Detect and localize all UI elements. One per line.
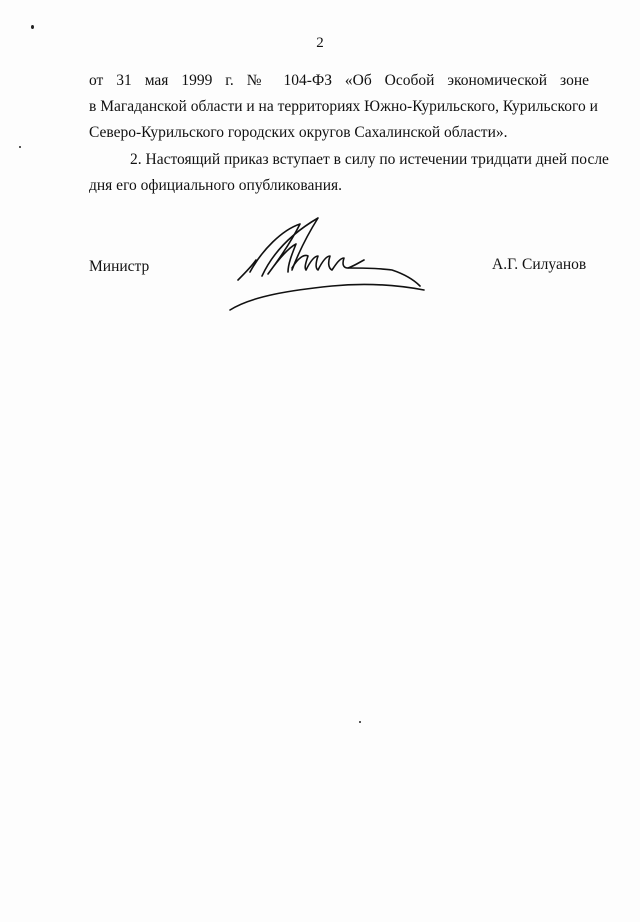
body-text-line: в Магаданской области и на территориях Южно-Курильского, Курильского и	[89, 98, 598, 115]
signer-name: А.Г. Силуанов	[492, 256, 587, 273]
scan-speck	[19, 146, 21, 148]
body-text-line: 2. Настоящий приказ вступает в силу по истечении тридцати дней после	[130, 151, 609, 168]
handwritten-signature	[222, 210, 432, 320]
scan-speck	[359, 721, 361, 723]
scan-speck	[31, 25, 34, 29]
body-text-line: Северо-Курильского городских округов Сахалинской области».	[89, 124, 508, 141]
signer-role: Министр	[89, 258, 150, 275]
body-text-line: дня его официального опубликования.	[89, 177, 343, 194]
body-text-line: от 31 мая 1999 г. № 104-ФЗ «Об Особой экономической зоне	[89, 72, 589, 89]
page-number: 2	[316, 35, 324, 51]
